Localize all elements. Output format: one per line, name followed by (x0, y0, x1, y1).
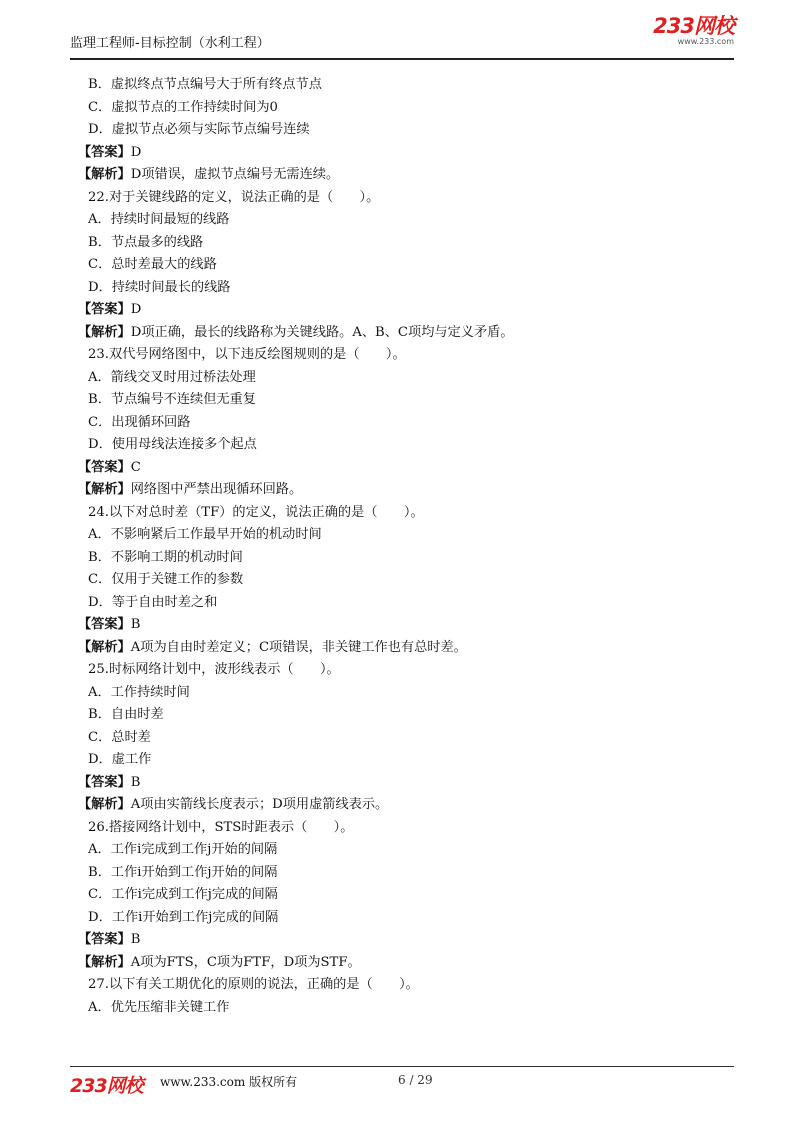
line-text: B．节点编号不连续但无重复 (88, 392, 256, 407)
question-line (88, 749, 728, 772)
document-body (78, 74, 728, 1019)
question-line (88, 74, 728, 97)
answer-label: 【答案】 (78, 774, 131, 790)
question-line (88, 254, 728, 277)
answer-label: 【解析】 (78, 482, 131, 497)
answer-line (78, 299, 728, 322)
line-text: B．自由时差 (88, 707, 164, 722)
question-line (88, 884, 728, 907)
line-text: D项正确，最长的线路称为关键线路。A、B、C项均与定义矛盾。 (130, 324, 514, 340)
question-line (88, 839, 728, 862)
line-text: 25.时标网络计划中，波形线表示（ ）。 (88, 662, 340, 677)
line-text: 27.以下有关工期优化的原则的说法，正确的是（ ）。 (88, 977, 419, 992)
line-text: D．持续时间最长的线路 (88, 279, 231, 295)
line-text: A．工作持续时间 (88, 684, 190, 700)
answer-line (78, 322, 728, 345)
document-title: 监理工程师-目标控制（水利工程） (70, 36, 270, 51)
line-text: D (130, 302, 142, 317)
brand-logo-text: 233网校 (653, 14, 734, 38)
question-line (88, 209, 728, 232)
line-text: C (130, 459, 141, 475)
question-line (88, 817, 728, 840)
question-line (88, 367, 728, 390)
line-text: A．不影响紧后工作最早开始的机动时间 (88, 527, 322, 542)
line-text: D．虚工作 (88, 752, 152, 767)
footer-logo: 233网校 (70, 1075, 143, 1097)
line-text: D．使用母线法连接多个起点 (88, 437, 257, 452)
question-line (88, 682, 728, 705)
line-text: D (130, 144, 142, 160)
question-line (88, 277, 728, 300)
question-line (88, 547, 728, 570)
question-line (88, 344, 728, 367)
question-line (88, 412, 728, 435)
question-line (88, 434, 728, 457)
line-text: C．总时差最大的线路 (88, 257, 217, 272)
line-text: B．工作i开始到工作j开始的间隔 (88, 864, 278, 880)
question-line (88, 907, 728, 930)
line-text: B．节点最多的线路 (88, 234, 204, 250)
page-header (70, 14, 734, 60)
answer-label: 【答案】 (78, 302, 131, 317)
answer-label: 【解析】 (78, 167, 131, 182)
answer-line (78, 614, 728, 637)
page-number: 6 / 29 (398, 1073, 433, 1087)
line-text: C．仅用于关键工作的参数 (88, 572, 244, 587)
brand-logo-url: www.233.com (677, 37, 734, 46)
line-text: 23.双代号网络图中，以下违反绘图规则的是（ ）。 (88, 347, 406, 362)
line-text: C．虚拟节点的工作持续时间为0 (88, 99, 278, 115)
question-line (88, 569, 728, 592)
answer-label: 【解析】 (78, 797, 131, 812)
answer-label: 【答案】 (78, 144, 131, 160)
line-text: D．虚拟节点必须与实际节点编号连续 (88, 122, 310, 137)
question-line (88, 862, 728, 885)
line-text: A．工作i完成到工作j开始的间隔 (88, 842, 278, 857)
question-line (88, 502, 728, 525)
line-text: 26.搭接网络计划中，STS时距表示（ ）。 (88, 819, 354, 835)
line-text: B (130, 617, 141, 632)
line-text: C．出现循环回路 (88, 414, 191, 430)
line-text: A．箭线交叉时用过桥法处理 (88, 369, 256, 385)
answer-line (78, 929, 728, 952)
line-text: 24.以下对总时差（TF）的定义，说法正确的是（ ）。 (88, 504, 424, 520)
answer-line (78, 457, 728, 480)
question-line (88, 524, 728, 547)
page-footer (70, 1066, 734, 1097)
line-text: B．不影响工期的机动时间 (88, 549, 243, 565)
footer-copyright: www.233.com 版权所有 (160, 1075, 298, 1089)
question-line (88, 232, 728, 255)
line-text: A项为自由时差定义；C项错误，非关键工作也有总时差。 (130, 639, 467, 655)
answer-label: 【解析】 (78, 954, 131, 970)
line-text: B．虚拟终点节点编号大于所有终点节点 (88, 77, 322, 92)
line-text: D．等于自由时差之和 (88, 594, 218, 610)
answer-line (78, 637, 728, 660)
line-text: A．优先压缩非关键工作 (88, 999, 230, 1015)
line-text: D项错误，虚拟节点编号无需连续。 (130, 167, 340, 182)
line-text: 22.对于关键线路的定义，说法正确的是（ ）。 (88, 189, 380, 205)
question-line (88, 727, 728, 750)
question-line (88, 704, 728, 727)
line-text: B (130, 932, 141, 947)
answer-label: 【答案】 (78, 459, 131, 475)
question-line (88, 659, 728, 682)
line-text: A．持续时间最短的线路 (88, 212, 230, 227)
question-line (88, 592, 728, 615)
question-line (88, 119, 728, 142)
question-line (88, 997, 728, 1020)
line-text: A项由实箭线长度表示；D项用虚箭线表示。 (130, 797, 389, 812)
question-line (88, 389, 728, 412)
brand-logo (642, 14, 734, 48)
answer-label: 【解析】 (78, 324, 131, 340)
answer-line (78, 794, 728, 817)
line-text: C．工作i完成到工作j完成的间隔 (88, 887, 278, 902)
answer-line (78, 952, 728, 975)
answer-line (78, 479, 728, 502)
line-text: 网络图中严禁出现循环回路。 (130, 482, 303, 497)
answer-line (78, 164, 728, 187)
line-text: A项为FTS，C项为FTF，D项为STF。 (130, 954, 361, 970)
question-line (88, 974, 728, 997)
answer-line (78, 772, 728, 795)
line-text: D．工作i开始到工作j完成的间隔 (88, 909, 279, 925)
answer-line (78, 142, 728, 165)
answer-label: 【答案】 (78, 617, 131, 632)
question-line (88, 187, 728, 210)
line-text: B (130, 774, 141, 790)
answer-label: 【解析】 (78, 639, 131, 655)
answer-label: 【答案】 (78, 932, 131, 947)
question-line (88, 97, 728, 120)
line-text: C．总时差 (88, 729, 151, 745)
